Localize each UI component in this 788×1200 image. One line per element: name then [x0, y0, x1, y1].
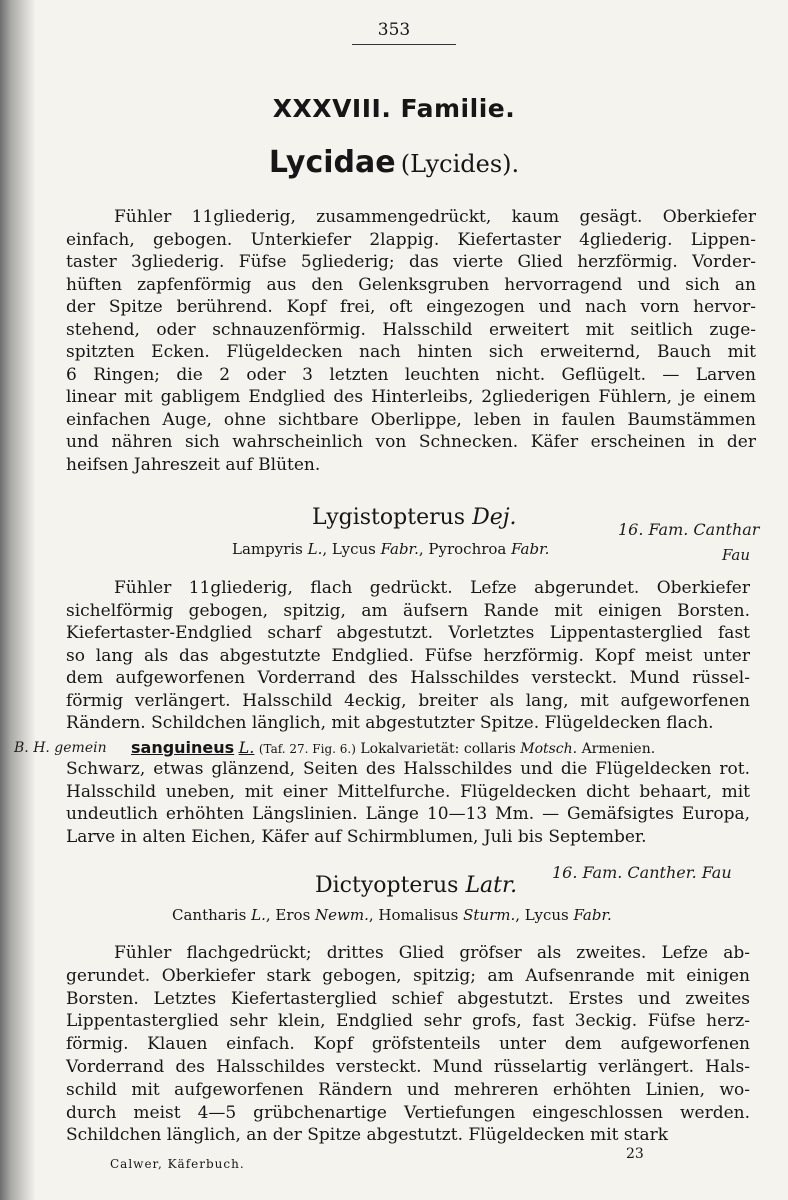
- species-description: [66, 758, 750, 848]
- text-line: förmig. Klauen einfach. Kopf gröfstenteils unter dem aufgeworfenen: [66, 1034, 750, 1055]
- synonym-text: Lampyris: [232, 540, 308, 558]
- text-line: durch meist 4—5 grübchenartige Vertiefungen eingeschlossen werden.: [66, 1102, 750, 1123]
- text-line: Schildchen länglich, an der Spitze abgestutzt. Flügeldecken mit stark: [66, 1125, 669, 1146]
- synonym-author: L.: [307, 540, 323, 558]
- synonym-text: , Lycus: [515, 906, 574, 924]
- genus2-description: [66, 942, 750, 1147]
- variety-text: Lokalvarietät: collaris: [360, 741, 521, 757]
- synonym-text: , Homalisus: [368, 906, 464, 924]
- synonym-author: Sturm.: [463, 906, 516, 924]
- genus-name: Lygistopterus: [312, 505, 466, 530]
- text-line: 6 Ringen; die 2 oder 3 letzten leuchten nicht. Geflügelt. — Larven: [66, 364, 756, 385]
- plate-ref: (Taf. 27. Fig. 6.): [258, 742, 356, 756]
- species-name: sanguineus: [131, 738, 235, 757]
- synonym-author: Newm.: [315, 906, 369, 924]
- genus-heading-lygistopterus: [312, 505, 517, 530]
- genus1-description: [66, 577, 750, 735]
- family-name-common: (Lycides).: [400, 150, 520, 178]
- text-line: dem aufgeworfenen Vorderrand des Halsschildes versteckt. Mund rüssel-: [66, 668, 750, 688]
- synonym-author: L.: [251, 906, 266, 924]
- text-line: Rändern. Schildchen länglich, mit abgestutzter Spitze. Flügeldecken flach.: [66, 713, 714, 733]
- text-line: schild mit aufgeworfenen Rändern und mehreren erhöhten Linien, wo-: [66, 1079, 750, 1100]
- text-line: Schwarz, etwas glänzend, Seiten des Halsschildes und die Flügeldecken rot.: [66, 759, 750, 779]
- text-line: und nähren sich wahrscheinlich von Schnecken. Käfer erscheinen in der: [66, 432, 756, 452]
- genus-synonyms: [232, 540, 549, 558]
- text-line: Vorderrand des Halsschildes versteckt. Mund rüsselartig verlängert. Hals-: [66, 1056, 750, 1077]
- synonym-author: Fabr.: [511, 540, 550, 558]
- handwritten-note: 16. Fam. Canther. Fau: [552, 863, 732, 882]
- synonym-author: Fabr.: [380, 540, 419, 558]
- handwritten-note: 16. Fam. Canthar: [618, 520, 760, 539]
- text-line: Borsten. Letztes Kiefertasterglied schief abgestutzt. Erstes und zweites: [66, 988, 750, 1009]
- text-line: Kiefertaster-Endglied scharf abgestutzt. Vorletztes Lippentasterglied fast: [66, 623, 750, 643]
- text-line: so lang als das abgestutzte Endglied. Füfse herzförmig. Kopf meist unter: [66, 645, 750, 666]
- genus-heading-dictyopterus: [315, 873, 517, 898]
- genus-name: Dictyopterus: [315, 873, 459, 898]
- family-heading: XXXVIII. Familie.: [272, 94, 516, 123]
- synonym-text: , Lycus: [322, 540, 381, 558]
- species-heading: [131, 737, 761, 761]
- text-line: Fühler flachgedrückt; drittes Glied gröfser als zweites. Lefze ab-: [114, 943, 750, 963]
- genus-synonyms: [172, 906, 612, 924]
- synonym-text: , Eros: [265, 906, 316, 924]
- text-line: Lippentasterglied sehr klein, Endglied sehr grofs, fast 3eckig. Füfse herz-: [66, 1011, 750, 1032]
- text-line: förmig verlängert. Halsschild 4eckig, breiter als lang, mit aufgeworfenen: [66, 690, 750, 711]
- variety-author: Motsch.: [520, 741, 578, 757]
- header-rule: [352, 44, 456, 45]
- family-name: [0, 145, 788, 180]
- family-name-latin: Lycidae: [268, 145, 396, 180]
- variety-locality: Armenien.: [577, 741, 656, 757]
- text-line: heifsen Jahreszeit auf Blüten.: [66, 454, 321, 475]
- text-line: einfachen Auge, ohne sichtbare Oberlippe, leben in faulen Baumstämmen: [66, 409, 756, 430]
- text-line: Fühler 11gliederig, zusammengedrückt, kaum gesägt. Oberkiefer: [114, 207, 756, 227]
- text-line: der Spitze berührend. Kopf frei, oft eingezogen und nach vorn hervor-: [66, 297, 756, 317]
- synonym-text: Cantharis: [172, 906, 252, 924]
- text-line: Fühler 11gliederig, flach gedrückt. Lefze abgerundet. Oberkiefer: [114, 578, 750, 598]
- synonym-author: Fabr.: [573, 906, 612, 924]
- text-line: undeutlich erhöhten Längslinien. Länge 10—13 Mm. — Gemäfsigtes Europa,: [66, 804, 750, 824]
- species-author: L.: [238, 738, 255, 757]
- text-line: sichelförmig gebogen, spitzig, am äufsern Rande mit einigen Borsten.: [66, 600, 750, 621]
- page-number: 353: [377, 20, 411, 40]
- genus-author: Dej.: [472, 505, 517, 530]
- synonym-text: , Pyrochroa: [418, 540, 512, 558]
- text-line: Halsschild uneben, mit einer Mittelfurche. Flügeldecken dicht behaart, mit: [66, 781, 750, 802]
- handwritten-note-2: Fau: [722, 546, 750, 564]
- genus-author: Latr.: [465, 873, 518, 898]
- text-line: stehend, oder schnauzenförmig. Halsschild erweitert mit seitlich zuge-: [66, 319, 756, 340]
- text-line: taster 3gliederig. Füfse 5gliederig; das vierte Glied herzförmig. Vorder-: [66, 252, 756, 272]
- text-line: Larve in alten Eichen, Käfer auf Schirmblumen, Juli bis September.: [66, 826, 647, 847]
- book-spine-shadow: [0, 0, 36, 1200]
- text-line: spitzten Ecken. Flügeldecken nach hinten sich erweiternd, Bauch mit: [66, 342, 756, 362]
- text-line: linear mit gabligem Endglied des Hinterleibs, 2gliederigen Fühlern, je einem: [66, 387, 756, 407]
- margin-note: B. H. gemein: [14, 740, 107, 756]
- footer-publisher: Calwer, Käferbuch.: [110, 1157, 245, 1171]
- family-description: [66, 206, 756, 476]
- text-line: hüften zapfenförmig aus den Gelenksgruben hervorragend und sich an: [66, 274, 756, 295]
- species-heading-line: [131, 737, 761, 761]
- signature-number: 23: [626, 1146, 644, 1162]
- text-line: gerundet. Oberkiefer stark gebogen, spitzig; am Aufsenrande mit einigen: [66, 965, 750, 986]
- text-line: einfach, gebogen. Unterkiefer 2lappig. Kiefertaster 4gliederig. Lippen-: [66, 229, 756, 250]
